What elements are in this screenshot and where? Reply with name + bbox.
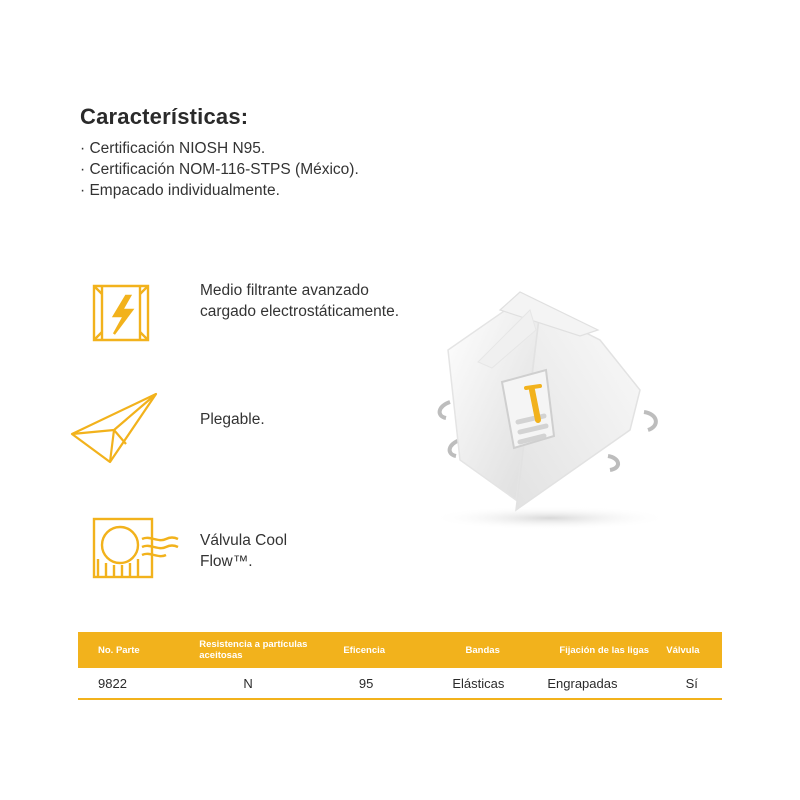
table-row bbox=[78, 668, 722, 700]
respirator-mask-image bbox=[420, 270, 680, 540]
feature-label: Medio filtrante avanzado cargado electrostáticamente. bbox=[200, 282, 400, 320]
characteristics-heading: Características: bbox=[80, 104, 249, 129]
feature-label: Válvula Cool Flow™. bbox=[200, 532, 288, 570]
cell-efficiency: 95 bbox=[358, 675, 374, 691]
cool-flow-valve-icon bbox=[70, 515, 180, 585]
header-oil-resistance: Resistencia a partículas aceitosas bbox=[199, 639, 308, 661]
specifications-table bbox=[78, 632, 722, 700]
feature-label: Plegable. bbox=[200, 411, 265, 428]
cell-oil-resistance: N bbox=[243, 675, 253, 691]
header-straps: Bandas bbox=[465, 644, 500, 656]
header-part-number: No. Parte bbox=[98, 644, 140, 656]
cell-strap-attachment: Engrapadas bbox=[547, 675, 618, 691]
cell-straps: Elásticas bbox=[452, 675, 505, 691]
characteristics-list bbox=[80, 138, 359, 201]
header-strap-attachment: Fijación de las ligas bbox=[559, 644, 650, 656]
cell-part-number: 9822 bbox=[98, 675, 127, 691]
electrostatic-filter-icon bbox=[70, 278, 160, 348]
list-item: · Certificación NOM-116-STPS (México). bbox=[80, 159, 359, 180]
header-valve: Válvula bbox=[666, 644, 700, 656]
header-efficiency: Eficencia bbox=[343, 644, 386, 656]
table-header bbox=[78, 632, 722, 668]
list-item: · Empacado individualmente. bbox=[80, 180, 359, 201]
paper-plane-icon bbox=[70, 388, 160, 468]
cell-valve: Sí bbox=[685, 675, 698, 691]
list-item: · Certificación NIOSH N95. bbox=[80, 138, 359, 159]
